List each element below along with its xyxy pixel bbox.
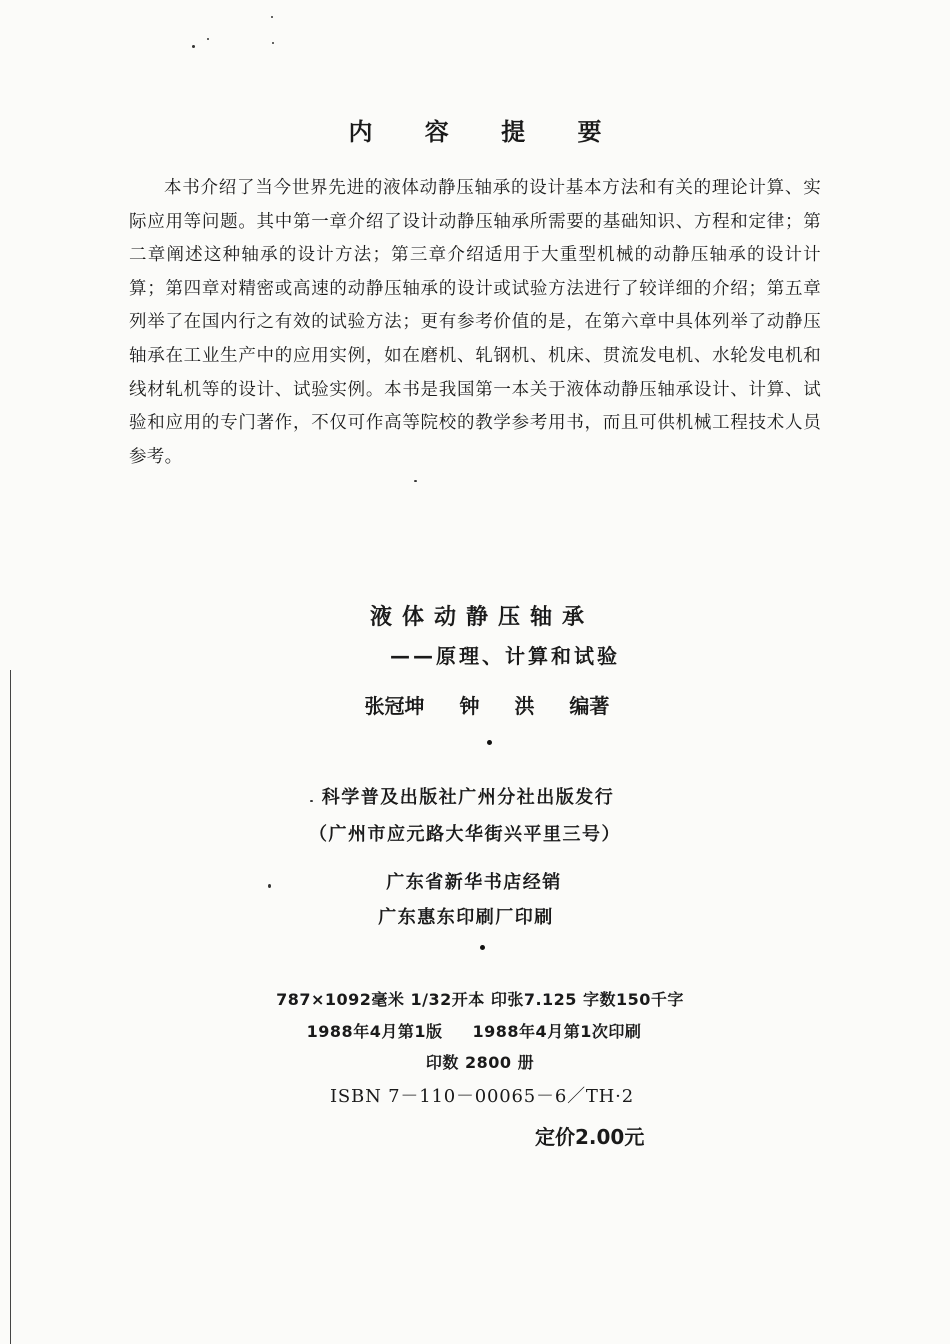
separator-dot xyxy=(487,740,492,745)
scan-speck xyxy=(271,16,273,18)
scan-speck xyxy=(192,45,195,48)
price-line: 定价2.00元 xyxy=(535,1125,645,1149)
publisher-address: （广州市应元路大华街兴平里三号） xyxy=(309,824,621,845)
publisher-line: 科学普及出版社广州分社出版发行 xyxy=(321,787,615,808)
scan-edge-line xyxy=(10,670,11,1344)
book-title: 液体动静压轴承 xyxy=(369,605,594,630)
format-line: 787×1092毫米 1/32开本 印张7.125 字数150千字 xyxy=(276,990,684,1009)
edition-line: 1988年4月第1版 1988年4月第1次印刷 xyxy=(306,1022,642,1041)
abstract-text: 本书介绍了当今世界先进的液体动静压轴承的设计基本方法和有关的理论计算、实际应用等问题。其中第一章介绍了设计动静压轴承所需要的基础知识、方程和定律；第二章阐述这种轴承的设计方法；第三章介绍适用于大重型机械的动静压轴承的设计计算；第四章对精密或高速的动静压轴承的设计或试验方法进行了较详细的介绍；第五章列举了在国内行之有效的试验方法；更有参考价值的是，在第六章中具体列举了动静压轴承在工业生产中的应用实例，如在磨机、轧钢机、机床、贯流发电机、水轮发电机和线材轧机等的设计、试验实例。本书是我国第一本关于液体动静压轴承设计、计算、试验和应用的专门著作，不仅可作高等院校的教学参考用书，而且可供机械工程技术人员参考。 xyxy=(129,178,821,467)
printer-line: 广东惠东印刷厂印刷 xyxy=(378,907,554,928)
scan-speck xyxy=(414,480,417,482)
isbn-line: ISBN 7－110－00065－6／TH·2 xyxy=(330,1086,634,1107)
book-subtitle: ——原理、计算和试验 xyxy=(390,644,620,668)
print-run-line: 印数 2800 册 xyxy=(425,1053,535,1072)
book-authors: 张冠坤 钟 洪 编著 xyxy=(364,694,610,718)
scan-speck xyxy=(268,884,271,888)
distributor-line: 广东省新华书店经销 xyxy=(386,872,562,893)
separator-dot xyxy=(480,945,485,950)
scan-speck xyxy=(207,38,209,40)
scan-speck xyxy=(310,800,313,802)
scan-speck xyxy=(272,42,274,44)
abstract-heading: 内 容 提 要 xyxy=(348,118,624,146)
